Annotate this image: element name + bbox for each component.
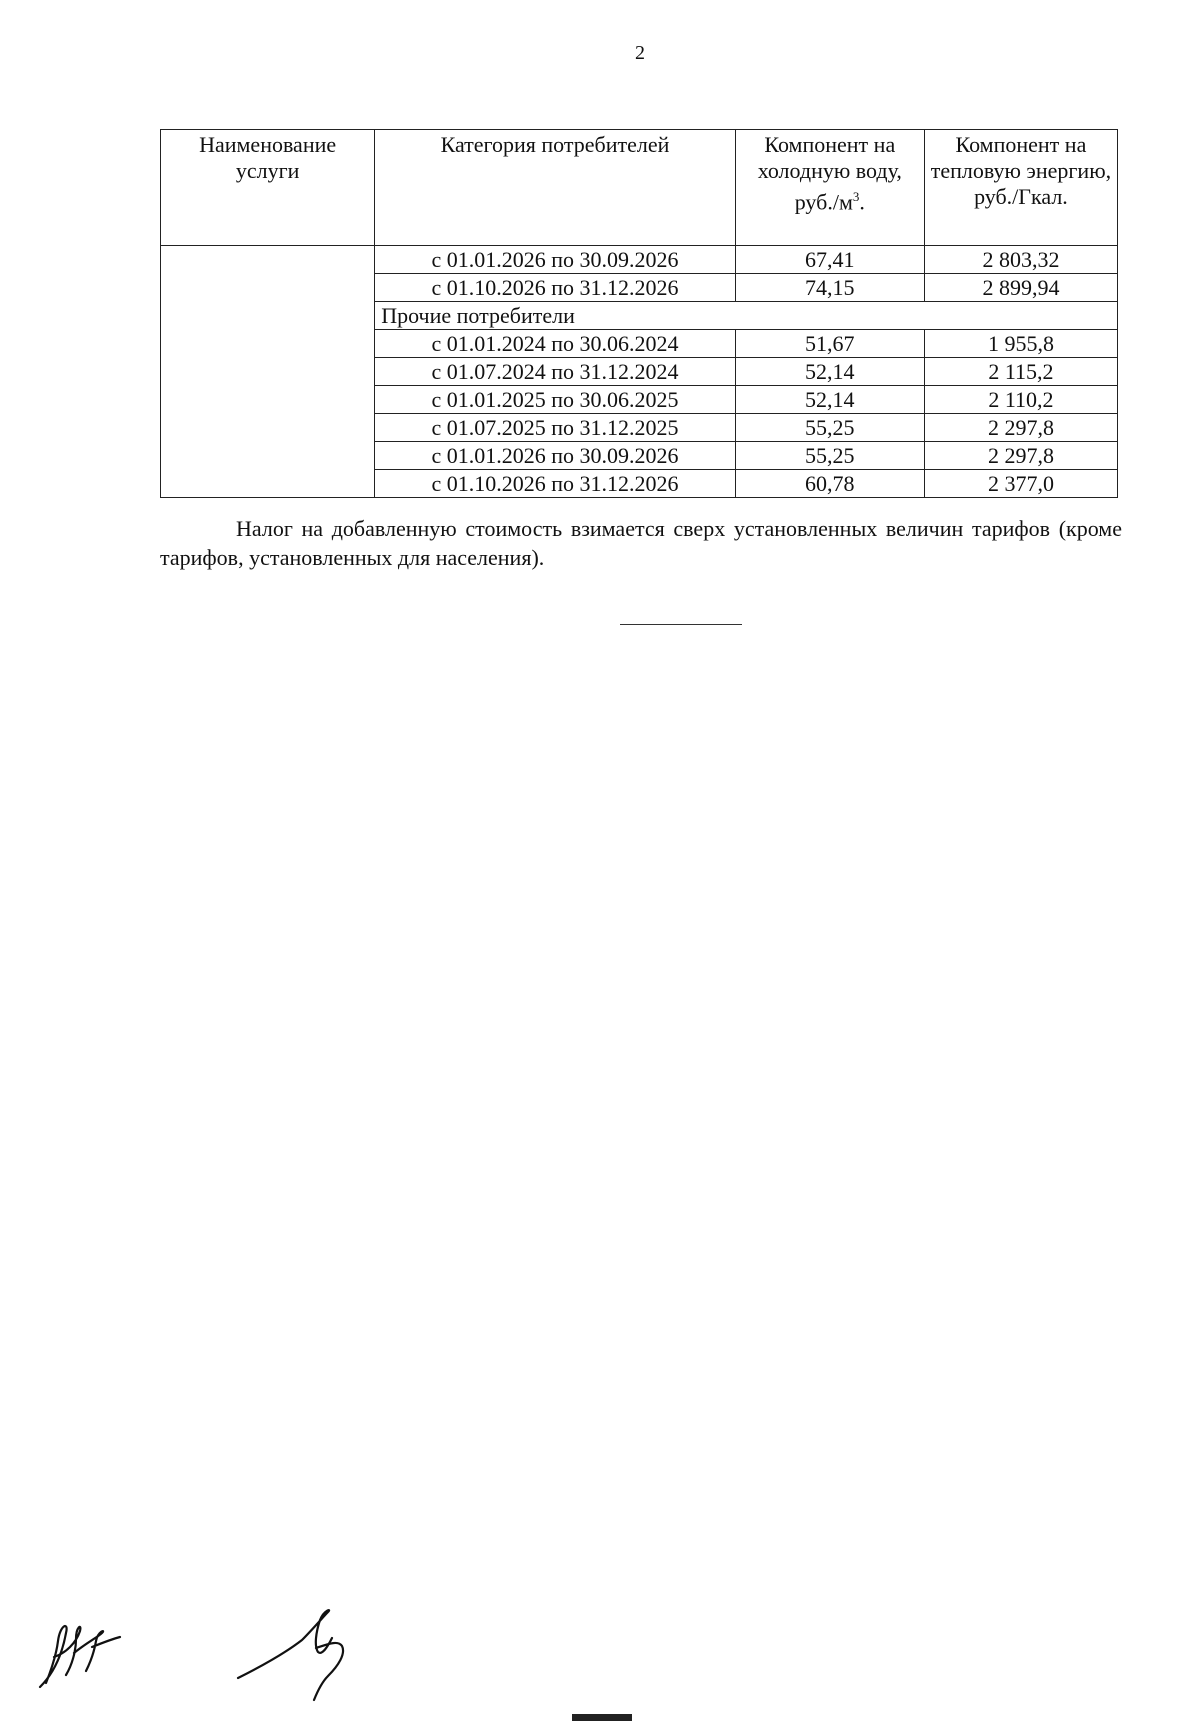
header-service: Наименование услуги [161,130,375,246]
signature-initial-left [36,1613,132,1693]
period-cell: с 01.01.2024 по 30.06.2024 [375,330,736,358]
heat-cell: 2 115,2 [924,358,1117,386]
period-cell: с 01.01.2026 по 30.09.2026 [375,442,736,470]
period-cell: с 01.07.2024 по 31.12.2024 [375,358,736,386]
header-cold-water-text: Компонент на холодную воду, [757,132,902,183]
heat-cell: 2 899,94 [924,274,1117,302]
heat-cell: 2 377,0 [924,470,1117,498]
table-header-row [161,130,1118,246]
cold-water-cell: 52,14 [735,386,924,414]
heat-cell: 2 297,8 [924,442,1117,470]
service-cell-blank [161,246,375,498]
header-cold-water-unit-sup: 3 [852,189,860,204]
period-cell: с 01.10.2026 по 31.12.2026 [375,470,736,498]
tariff-table [160,129,1118,498]
end-divider [620,624,742,625]
heat-cell: 1 955,8 [924,330,1117,358]
section-label: Прочие потребители [375,302,1118,330]
header-heat: Компонент на тепловую энергию, руб./Гкал. [924,130,1117,246]
header-cold-water-unit: руб./м [794,189,853,215]
cold-water-cell: 55,25 [735,414,924,442]
period-cell: с 01.07.2025 по 31.12.2025 [375,414,736,442]
header-category: Категория потребителей [375,130,736,246]
period-cell: с 01.10.2026 по 31.12.2026 [375,274,736,302]
header-cold-water [735,130,924,246]
heat-cell: 2 803,32 [924,246,1117,274]
vat-note: Налог на добавленную стоимость взимается сверх установленных величин тарифов (кроме тарифов, установленных для населения). [160,516,1122,570]
header-cold-water-unit-end: . [859,189,865,215]
cold-water-cell: 51,67 [735,330,924,358]
cold-water-cell: 74,15 [735,274,924,302]
table-row [161,246,1118,274]
signature-initial-right [232,1606,350,1706]
period-cell: с 01.01.2026 по 30.09.2026 [375,246,736,274]
cold-water-cell: 52,14 [735,358,924,386]
period-cell: с 01.01.2025 по 30.06.2025 [375,386,736,414]
footer-mark [572,1714,632,1721]
cold-water-cell: 60,78 [735,470,924,498]
cold-water-cell: 67,41 [735,246,924,274]
page-number: 2 [635,42,645,64]
heat-cell: 2 110,2 [924,386,1117,414]
cold-water-cell: 55,25 [735,442,924,470]
heat-cell: 2 297,8 [924,414,1117,442]
